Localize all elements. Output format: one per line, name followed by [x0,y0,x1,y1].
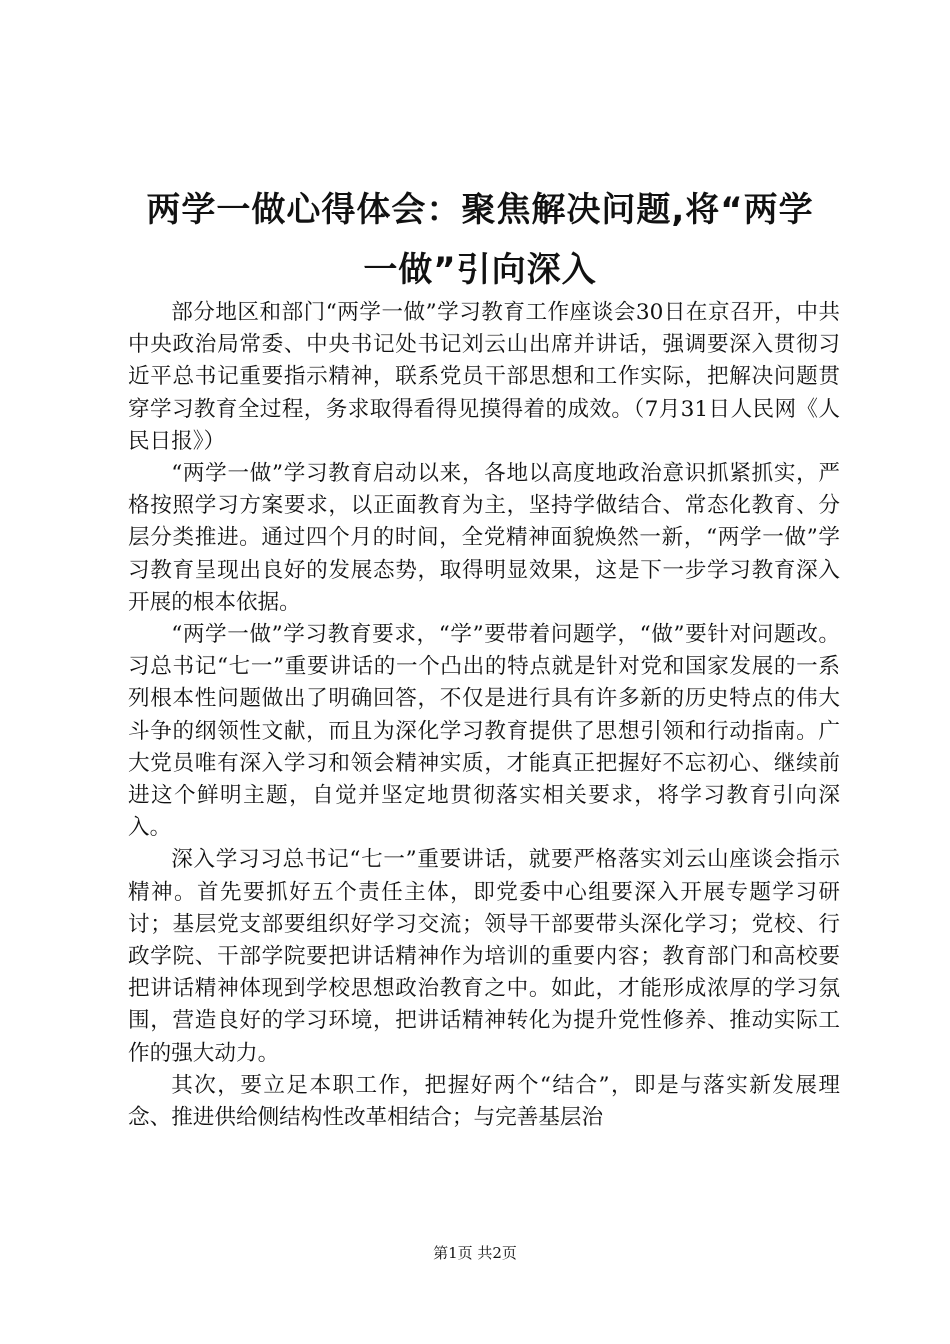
paragraph-3: “两学一做”学习教育要求，“学”要带着问题学，“做”要针对问题改。习总书记“七一”重要讲话的一个凸出的特点就是针对党和国家发展的一系列根本性问题做出了明确回答，不仅是进行具有许多新的历史特点的伟大斗争的纲领性文献，而且为深化学习教育提供了思想引领和行动指南。广大党员唯有深入学习和领会精神实质，才能真正把握好不忘初心、继续前进这个鲜明主题，自觉并坚定地贯彻落实相关要求，将学习教育引向深入。 [128,622,840,841]
paragraph-5: 其次，要立足本职工作，把握好两个“结合”，即是与落实新发展理念、推进供给侧结构性改革相结合；与完善基层治 [128,1072,840,1131]
paragraph-2: “两学一做”学习教育启动以来，各地以高度地政治意识抓紧抓实，严格按照学习方案要求，以正面教育为主，坚持学做结合、常态化教育、分层分类推进。通过四个月的时间，全党精神面貌焕然一新，“两学一做”学习教育呈现出良好的发展态势，取得明显效果，这是下一步学习教育深入开展的根本依据。 [128,461,840,615]
title-line-2: 一做”引向深入 [363,250,597,290]
paragraph-1: 部分地区和部门“两学一做”学习教育工作座谈会30日在京召开，中共中央政治局常委、中央书记处书记刘云山出席并讲话，强调要深入贯彻习近平总书记重要指示精神，联系党员干部思想和工作实际，把解决问题贯穿学习教育全过程，务求取得看得见摸得着的成效。（7月31日人民网《人民日报》） [128,300,840,454]
document-body [128,297,840,1134]
paragraph-4: 深入学习习总书记“七一”重要讲话，就要严格落实刘云山座谈会指示精神。首先要抓好五个责任主体，即党委中心组要深入开展专题学习研讨；基层党支部要组织好学习交流；领导干部要带头深化学习；党校、行政学院、干部学院要把讲话精神作为培训的重要内容；教育部门和高校要把讲话精神体现到学校思想政治教育之中。如此，才能形成浓厚的学习氛围，营造良好的学习环境，把讲话精神转化为提升党性修养、推动实际工作的强大动力。 [128,847,840,1066]
page-number-footer: 第1页 共2页 [433,1244,517,1262]
title-line-1: 两学一做心得体会：聚焦解决问题,将“两学 [146,190,814,230]
document-title [125,180,835,300]
